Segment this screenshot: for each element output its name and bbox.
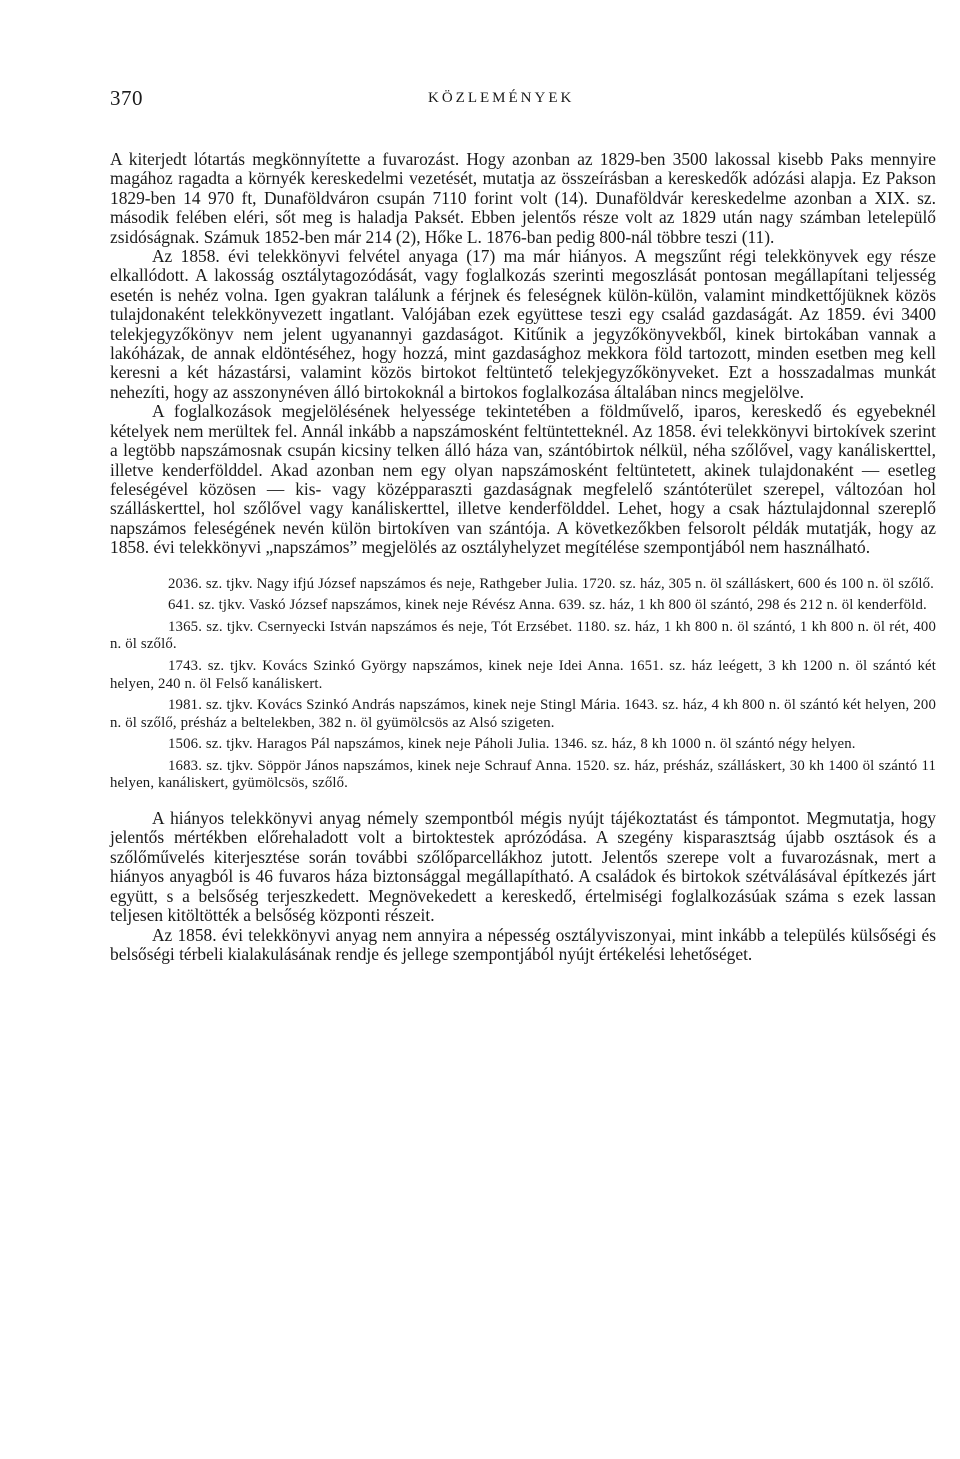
record-item: 641. sz. tjkv. Vaskó József napszámos, kinek neje Révész Anna. 639. sz. ház, 1 kh 800 öl szántó, 298 és 212 n. öl kenderföld. (168, 597, 927, 614)
running-head: KÖZLEMÉNYEK (428, 90, 575, 106)
paragraph-land-registry: Az 1858. évi telekkönyvi felvétel anyaga (17) ma már hiányos. A megszűnt régi telekkönyvek egy része elkallódott. A lakosság osztálytagozódását, vagy foglalkozás szerinti megoszlását pontosan megállapítani teljesség esetén is nehéz volna. Igen gyakran találunk a férjnek és feleségnek külön-külön, valamint mindkettőjüknek közös tulajdonaként telekkönyvezett ingatlant. Valójában ezek együttese teszi egy család gazdaságát. Az 1859. évi 3400 telekjegyzőkönyv nem jelent ugyanannyi gazdaságot. Kitűnik a jegyzőkönyvekből, kinek birtokában vannak a lakóházak, de annak eldöntéséhez, hogy hozzá, mint gazdasághoz mekkora föld tartozott, minden esetben meg kell keresni a két házastársi, valamint közös birtokot feltüntető telekjegyzőkönyveket. Ezt a hosszadalmas munkát nehezíti, hogy az asszonynéven álló birtokoknál a birtokos foglalkozása általában nincs megjelölve. (110, 246, 936, 402)
page-number: 370 (110, 86, 143, 110)
paragraph-day-labourers: A foglalkozások megjelölésének helyessége tekintetében a földművelő, iparos, kereskedő és egyebeknél kételyek nem merültek fel. Annál inkább a napszámosként feltüntetteknél. Az 1858. évi telekkönyvi birtokívek szerint a legtöbb napszámosnak csupán kicsiny telken álló háza van, szántóbirtok nélkül, néha szőlővel, vagy kanáliskerttel, illetve kenderfölddel. Akad azonban nem egy olyan napszámosként feltüntetett, akinek tulajdonaként — esetleg feleségével közösen — kis- vagy középparaszti gazdaságnak megfelelő szántóterület szerepel, változóan hol szálláskerttel, hol szőlővel vagy kanáliskerttel, illetve kenderfölddel. Lehet, hogy a csak háztulajdonnal szereplő napszámos feleségének nevén külön birtokíven van szántója. A következőkben felsorolt példák mutatják, hogy az 1858. évi telekkönyvi „napszámos” megjelölés az osztályhelyzet megítélése szempontjából nem használható. (110, 401, 936, 558)
record-item: 1365. sz. tjkv. Csernyecki István napszámos és neje, Tót Erzsébet. 1180. sz. ház, 1 kh 800 n. öl szántó, 1 kh 800 n. öl rét, 400 n. öl szőlő. (110, 618, 936, 653)
paragraph-conclusions: A hiányos telekkönyvi anyag némely szempontból mégis nyújt tájékoztatást és támpontot. Megmutatja, hogy jelentős mértékben előrehaladott volt a birtoktestek aprózódása. A szegény kisparasztság újabb osztások és a szőlőművelés kiterjesztése során további szőlőparcellákhoz jutott. Jelentős szerepe volt a fuvarozásnak, mert a hiányos anyagból is 46 fuvaros háza biztonsággal megállapítható. A családok és birtokok szétválásával építkezés járt együtt, s a belsőség terjeszkedett. Megnövekedett a kereskedő, értelmiségi foglalkozásúak száma s ezek lassan teljesen kitöltötték a belsőség központi részeit. (110, 808, 936, 926)
paragraph-final: Az 1858. évi telekkönyvi anyag nem annyira a népesség osztályviszonyai, mint inkább a település külsőségi és belsőségi térbeli kialakulásának rendje és jellege szempontjából nyújt értékelési lehetőséget. (110, 924, 936, 964)
record-item: 1981. sz. tjkv. Kovács Szinkó András napszámos, kinek neje Stingl Mária. 1643. sz. ház, 4 kh 800 n. öl szántó két helyen, 200 n. öl szőlő, présház a beltelekben, 382 n. öl gyümölcsös az Alsó szigeten. (110, 697, 936, 731)
article-body (110, 150, 936, 964)
paragraph-trade: A kiterjedt lótartás megkönnyítette a fuvarozást. Hogy azonban az 1829-ben 3500 lakossal kisebb Paks mennyire magához ragadta a környék kereskedelmi vezetését, mutatja az összeírásban a kereskedők adózási alapja. Ez Pakson 1829-ben 14 970 ft, Dunaföldváron csupán 7110 forint volt (14). Dunaföldvár kereskedelme azonban a XIX. sz. második felében eléri, sőt meg is haladja Paksét. Ebben jelentős része volt az 1829 után nagy számban letelepülő zsidóságnak. Számuk 1852-ben már 214 (2), Hőke L. 1876-ban pedig 800-nál többre teszi (11). (110, 149, 936, 247)
record-item: 1506. sz. tjkv. Haragos Pál napszámos, kinek neje Páholi Julia. 1346. sz. ház, 8 kh 1000 n. öl szántó négy helyen. (168, 736, 856, 753)
record-item: 1683. sz. tjkv. Söppör János napszámos, kinek neje Schrauf Anna. 1520. sz. ház, présház, szálláskert, 30 kh 1400 öl szántó 11 helyen, kanáliskert, gyümölcsös, szőlő. (110, 757, 936, 792)
land-registry-records (110, 576, 936, 794)
record-item: 2036. sz. tjkv. Nagy ifjú József napszámos és neje, Rathgeber Julia. 1720. sz. ház, 305 n. öl szálláskert, 600 és 100 n. öl szőlő. (168, 575, 935, 592)
record-item: 1743. sz. tjkv. Kovács Szinkó György napszámos, kinek neje Idei Anna. 1651. sz. ház leégett, 3 kh 1200 n. öl szántó két helyen, 240 n. öl Felső kanáliskert. (110, 657, 936, 692)
page-header (110, 86, 936, 116)
